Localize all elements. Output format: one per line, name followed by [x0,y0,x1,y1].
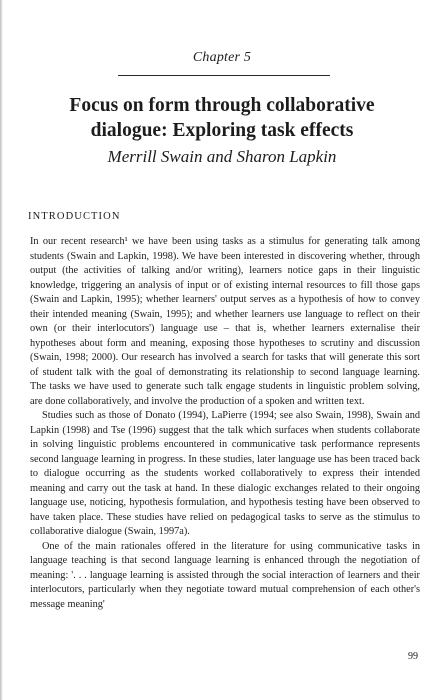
chapter-title [0,93,444,143]
chapter-title-line-2: dialogue: Exploring task effects [90,120,354,141]
chapter-rule [118,75,330,76]
paragraph-1: In our recent research¹ we have been using tasks as a stimulus for generating talk among students (Swain and Lapkin, 1998). We have been interested in discovering whether, through output (the activities of talking and/or writing), learners notice gaps in their linguistic knowledge, triggering an analysis of input or of existing internal resources to fill those gaps (Swain and Lapkin, 1995); whether learners' output serves as a hypothesis of how to convey their intended meaning (Swain, 1995); and whether learners use language to reflect on their own (or their interlocutors') language use – that is, whether learners externalise their hypotheses about form and meaning, exposing those hypotheses to scrutiny and discussion (Swain, 1998; 2000). Our research has involved a search for tasks that will generate this sort of student talk with the goal of demonstrating its relationship to second language learning. The tasks we have used to generate such talk engage students in linguistic problem solving, are done collaboratively, and involve the production of a spoken and written text. [30,236,420,407]
chapter-authors: Merrill Swain and Sharon Lapkin [107,147,337,166]
paragraph-2: Studies such as those of Donato (1994), LaPierre (1994; see also Swain, 1998), Swain and Lapkin (1998) and Tse (1996) suggest that the talk which surfaces when students collaborate in solving linguistic problems encountered in communicative task performance represents second language learning in progress. In these studies, later language use has been traced back to dialogue occurring as the students worked collaboratively to express their intended meaning and carry out the task at hand. In these dialogic exchanges related to their ongoing language use, noticing, hypothesis formulation, and hypothesis testing have been observed to have taken place. These studies have relied on pedagogical tasks to serve as the stimulus to collaborative dialogue (Swain, 1997a). [30,410,420,537]
paragraph-3: One of the main rationales offered in the literature for using communicative tasks in language teaching is that second language learning is enhanced through the negotiation of meaning: '. . . language learning is assisted through the social interaction of learners and their interlocutors, particularly when they negotiate toward mutual comprehension of each other's message meaning' [30,540,420,610]
section-heading: INTRODUCTION [28,211,121,222]
page-number: 99 [408,651,418,662]
body-text [30,235,420,612]
chapter-label: Chapter 5 [192,50,252,65]
chapter-title-line-1: Focus on form through collaborative [69,95,375,116]
